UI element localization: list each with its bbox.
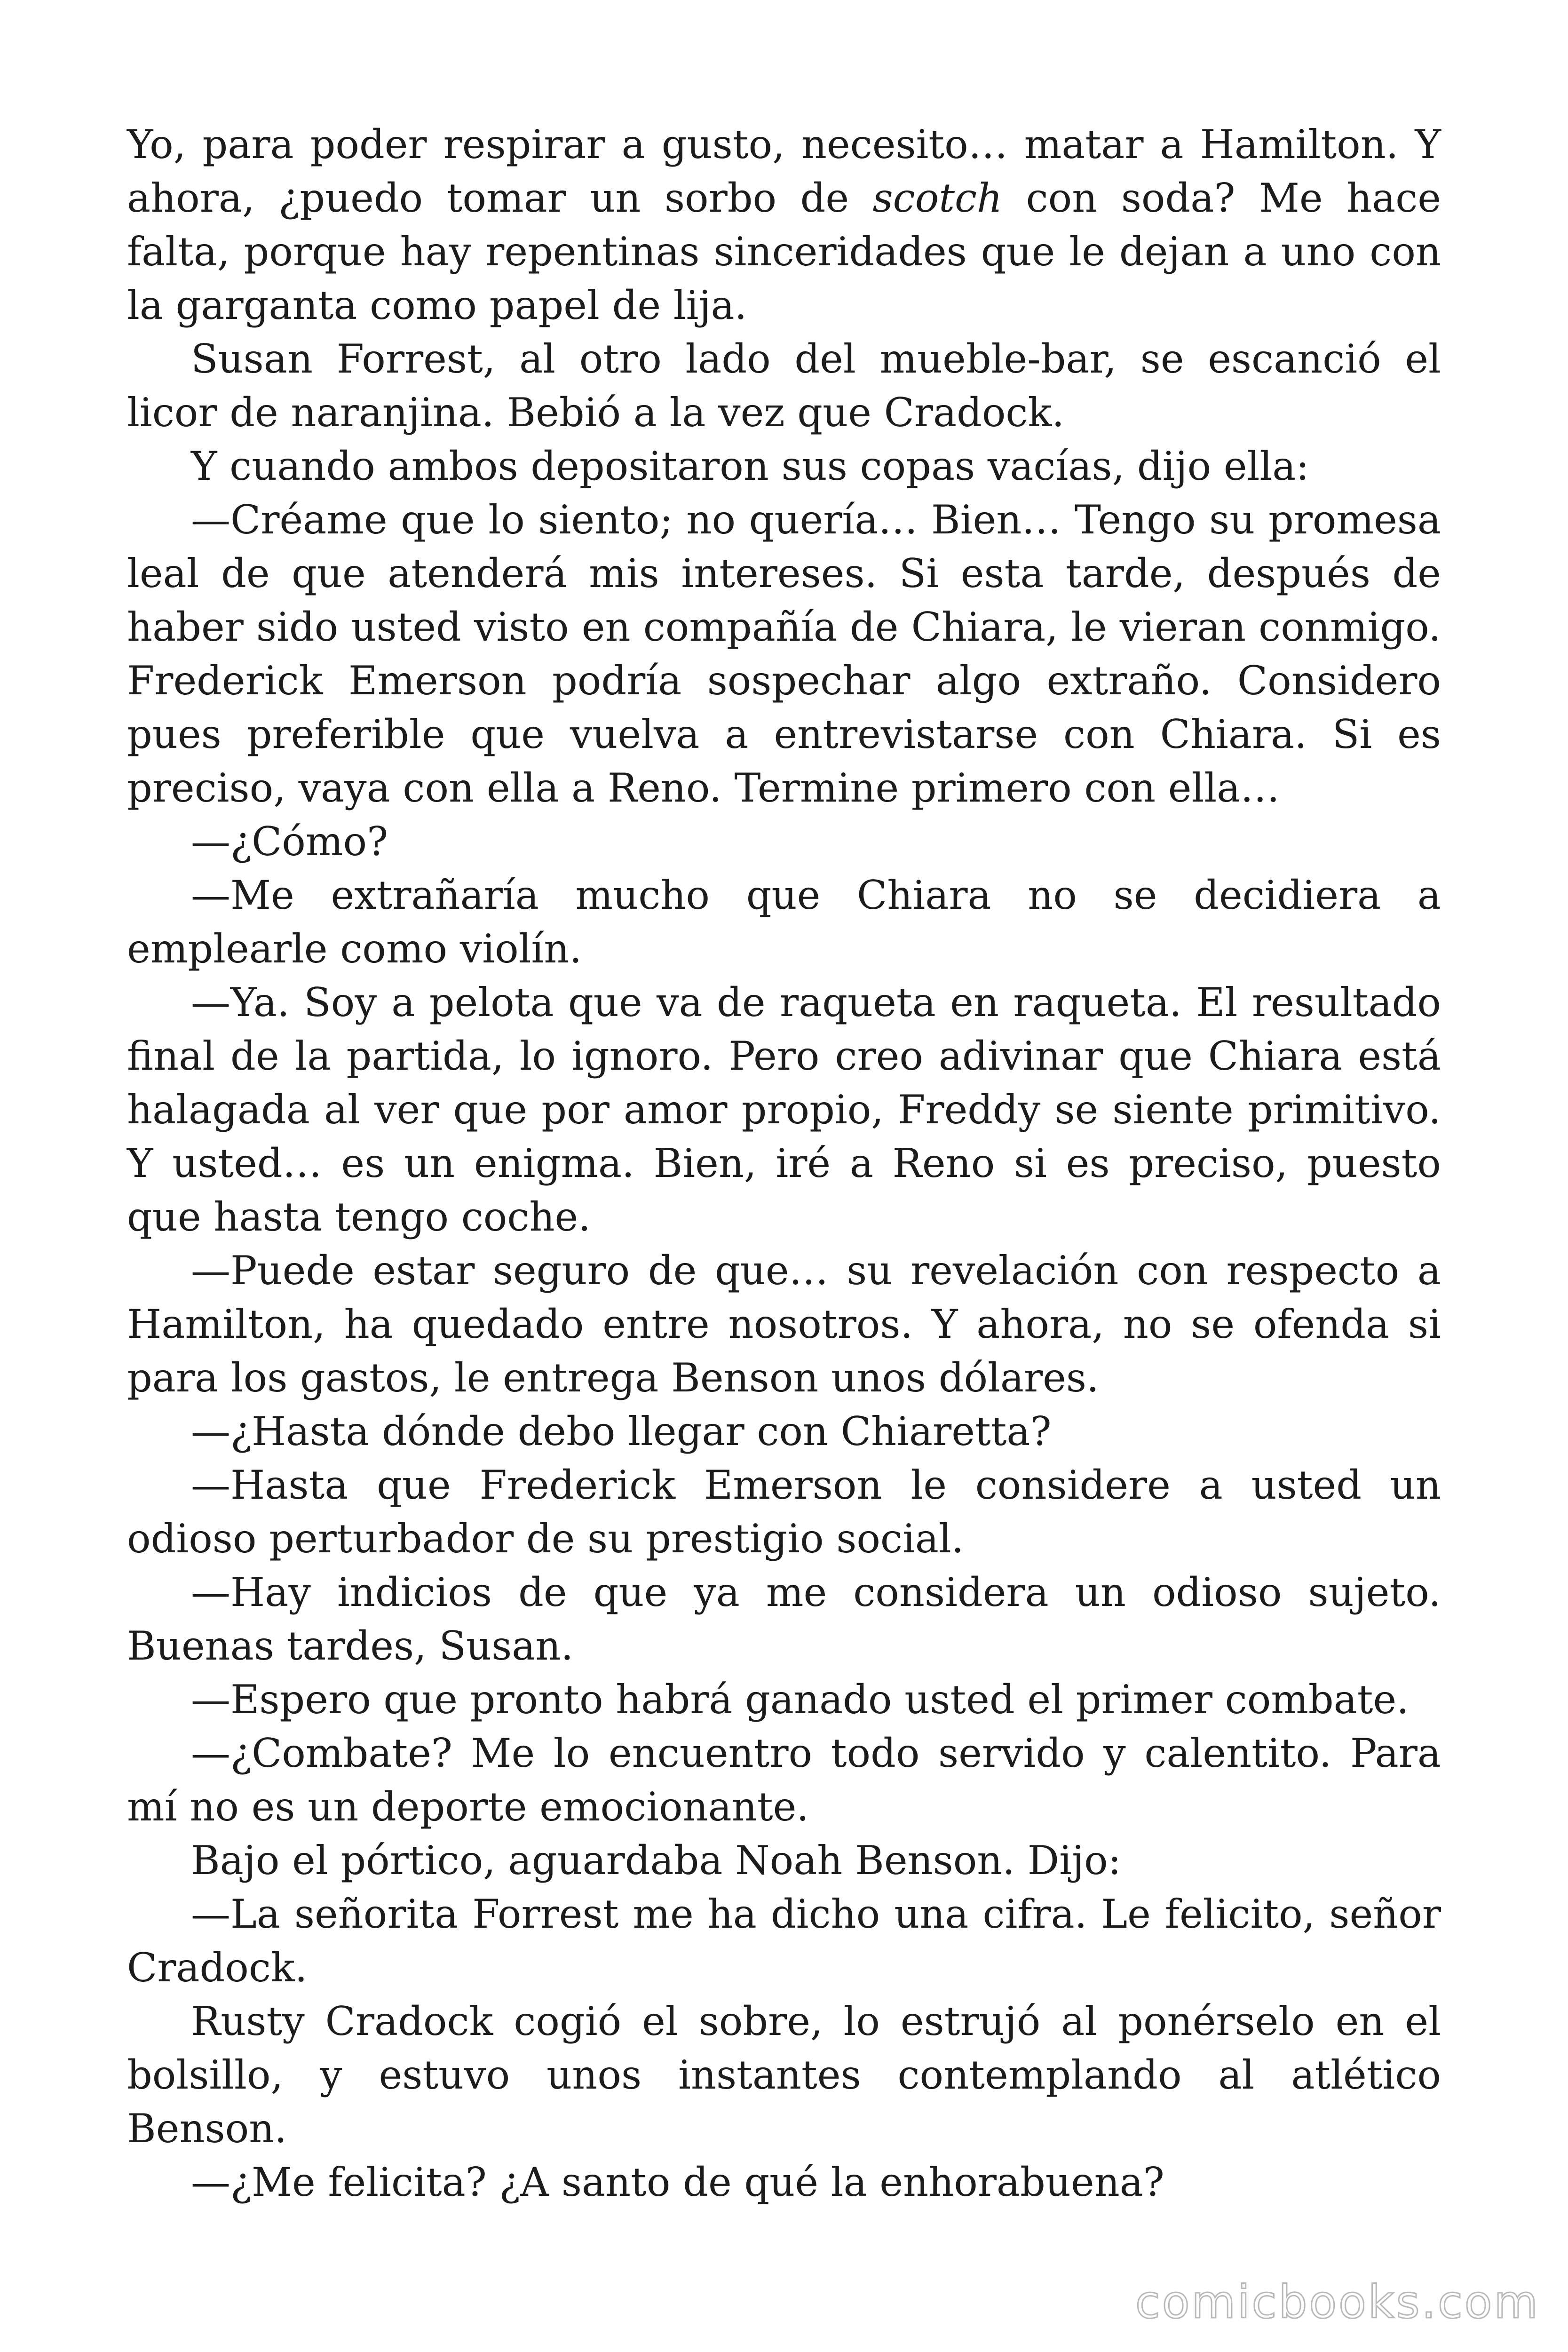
paragraph — [127, 1887, 1441, 1994]
text-run: —¿Combate? Me lo encuentro todo servido y calentito. Para mí no es un deporte emocionante. — [127, 1730, 1441, 1830]
book-page-text — [127, 118, 1441, 2209]
paragraph — [127, 976, 1441, 1244]
italic-text-run: scotch — [872, 175, 1003, 221]
paragraph — [127, 1458, 1441, 1565]
text-run: Y cuando ambos depositaron sus copas vacías, dijo ella: — [191, 443, 1309, 489]
paragraph — [127, 2155, 1441, 2209]
text-run: —Me extrañaría mucho que Chiara no se decidiera a emplearle como violín. — [127, 872, 1441, 972]
paragraph — [127, 493, 1441, 815]
text-run: —Créame que lo siento; no quería… Bien… Tengo su promesa leal de que atenderá mis intereses. Si esta tarde, después de haber sido usted visto en compañía de Chiara, le vieran conmigo. Frederick Emerson podría sospechar algo extraño. Considero pues preferible que vuelva a entrevistarse con Chiara. Si es preciso, vaya con ella a Reno. Termine primero con ella… — [127, 497, 1441, 811]
paragraph — [127, 118, 1441, 332]
paragraph — [127, 332, 1441, 439]
paragraph — [127, 1244, 1441, 1405]
text-run: Rusty Cradock cogió el sobre, lo estrujó al ponérselo en el bolsillo, y estuvo unos instantes contemplando al atlético Benson. — [127, 1998, 1441, 2152]
text-run: —¿Hasta dónde debo llegar con Chiaretta? — [191, 1408, 1052, 1454]
text-run: —Puede estar seguro de que… su revelación con respecto a Hamilton, ha quedado entre nosotros. Y ahora, no se ofenda si para los gastos, le entrega Benson unos dólares. — [127, 1248, 1441, 1401]
text-run: —¿Cómo? — [191, 818, 388, 865]
paragraph — [127, 1726, 1441, 1834]
text-run: Yo, para poder respirar a gusto, necesito… matar a Hamilton. Y ahora, ¿puedo tomar un sorbo de — [127, 121, 1441, 221]
paragraph — [127, 1673, 1441, 1726]
text-run: con soda? Me hace falta, porque hay repentinas sinceridades que le dejan a uno con la garganta como papel de lija. — [127, 175, 1441, 328]
text-run: —Hasta que Frederick Emerson le considere a usted un odioso perturbador de su prestigio social. — [127, 1462, 1441, 1562]
text-run: Bajo el pórtico, aguardaba Noah Benson. Dijo: — [191, 1837, 1121, 1883]
paragraph — [127, 868, 1441, 976]
paragraph — [127, 1834, 1441, 1887]
watermark-logo: comicbooks.com — [1135, 2276, 1540, 2328]
text-run: —Espero que pronto habrá ganado usted el primer combate. — [191, 1677, 1409, 1723]
text-run: —Ya. Soy a pelota que va de raqueta en raqueta. El resultado final de la partida, lo ignoro. Pero creo adivinar que Chiara está halagada al ver que por amor propio, Freddy se siente primitivo. Y usted… es un enigma. Bien, iré a Reno si es preciso, puesto que hasta tengo coche. — [127, 979, 1441, 1240]
text-run: Susan Forrest, al otro lado del mueble-bar, se escanció el licor de naranjina. Bebió a la vez que Cradock. — [127, 336, 1441, 436]
paragraph — [127, 1994, 1441, 2155]
text-run: —¿Me felicita? ¿A santo de qué la enhorabuena? — [191, 2159, 1164, 2205]
text-run: —Hay indicios de que ya me considera un odioso sujeto. Buenas tardes, Susan. — [127, 1569, 1441, 1669]
paragraph — [127, 1405, 1441, 1458]
paragraph — [127, 439, 1441, 493]
paragraph — [127, 815, 1441, 868]
paragraph — [127, 1565, 1441, 1673]
text-run: —La señorita Forrest me ha dicho una cifra. Le felicito, señor Cradock. — [127, 1891, 1441, 1991]
